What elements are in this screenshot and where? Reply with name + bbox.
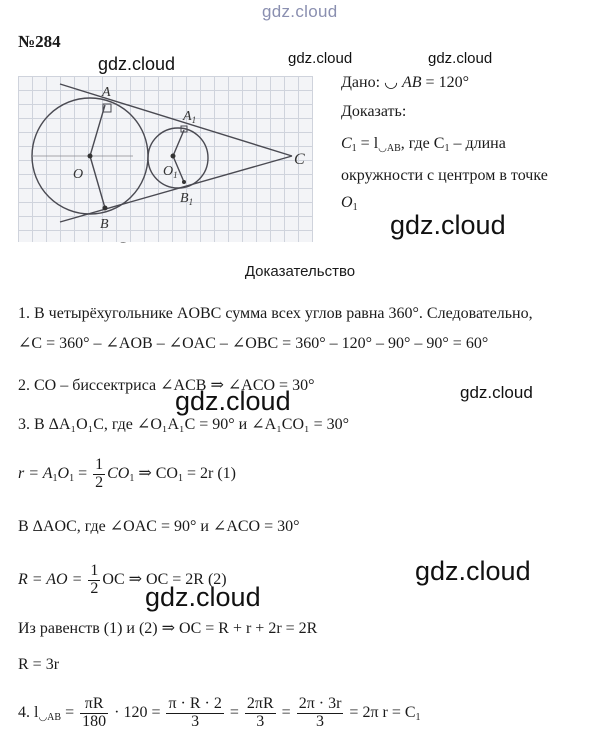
point-o [88,154,93,159]
prove-label: Доказать: [341,103,407,120]
prove-statement-line2: окружности с центром в точке [341,167,548,184]
center-point: $O_1$ [341,194,358,213]
prove-statement: $C_1 = l_{◡AB}$, где $C_1$ – длина [341,135,506,154]
radius-oa [90,105,105,156]
watermark: gdz.cloud [288,50,353,67]
small-circle [148,128,208,188]
given-line: Дано: ◡ AB = 120° [341,74,469,91]
watermark: gdz.cloud [415,556,531,586]
step-4-equation: R = AO = $\frac{1}{2}$ OC ⇒ OC = 2R (2) [18,562,227,597]
radius-ob [90,156,105,208]
problem-number: №284 [18,32,61,51]
step-5: Из равенств (1) и (2) ⇒ OC = R + r + 2r = 2R [18,620,318,637]
radius-o1a1 [173,130,184,156]
tangent-bottom [60,156,292,222]
point-b1 [182,180,186,184]
watermark: gdz.cloud [460,383,533,402]
step-1b: ∠C = 360° – ∠AOB – ∠OAC – ∠OBC = 360° – 120° – 90° – 90° = 60° [18,335,489,352]
label-a1: $A_1$ [183,109,197,125]
step-1a: 1. В четырёхугольнике AOBC сумма всех углов равна 360°. Следовательно, [18,305,533,322]
step-2: 2. CO – биссектриса ∠ACB ⇒ ∠ACO = 30° [18,377,315,394]
label-b1: $B_1$ [180,191,194,207]
proof-heading: Доказательство [244,263,356,280]
watermark: gdz.cloud [428,50,493,67]
tangent-top [60,84,292,156]
point-b [103,206,108,211]
label-o: O [73,167,84,182]
label-o1: $O_1$ [163,164,178,180]
step-3: 3. В ΔA₁O₁C, где ∠O₁A₁C = 90° и ∠A₁CO₁ = 30° [18,416,349,433]
geometry-figure [18,76,313,242]
watermark-top: gdz.cloud [262,2,338,21]
watermark: gdz.cloud [390,210,506,240]
point-o1 [171,154,176,159]
step-3-equation: $r = A_1O_1$ = $\frac{1}{2}$ $CO_1$ ⇒ $CO_1 = 2r$ (1) [18,456,236,491]
label-b: B [100,217,109,232]
step-7-equation: 4. $l_{◡AB}$ = $\frac{\pi R}{180}$ · 120 = $\frac{\pi \cdot R \cdot 2}{3}$ = $\frac{2\pi R}{3}$ = $\frac{2\pi \cdot 3r}{3}$ = 2π $r = C_1$ [18,695,421,730]
label-c: C [294,151,305,168]
watermark: gdz.cloud [98,54,176,74]
label-a: A [102,85,111,100]
step-6: R = 3r [18,656,60,673]
watermark: gdz.cloud [145,582,261,612]
watermark: gdz.cloud [175,386,291,416]
step-4: В ΔAOC, где ∠OAC = 90° и ∠ACO = 30° [18,518,300,535]
